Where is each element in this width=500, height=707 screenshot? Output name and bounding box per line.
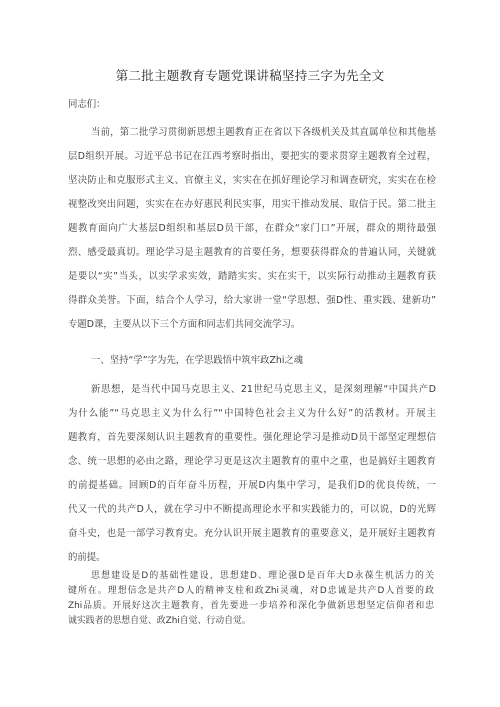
paragraph-2-line: 奋斗史，也是一部学习教育史。充分认识开展主题教育的重要意义，是开展好主题教育: [68, 528, 436, 539]
paragraph-3-line: 思想建设是D的基础性建设，思想建D、理论强D是百年大D永葆生机活力的关: [91, 571, 434, 581]
salutation: 同志们：: [68, 99, 106, 110]
paragraph-3-line: 诚实践者的思想自觉、政Zhi自觉、行动自觉。: [68, 616, 251, 626]
paragraph-2-line: 的前提基础。回顾D的百年奋斗历程，开展D内集中学习，是我们D的优良传统，一: [68, 480, 436, 491]
paragraph-2-line: 题教育，首先要深刻认识主题教育的重要性。强化理论学习是推动D员干部坚定理想信: [68, 432, 436, 443]
paragraph-2-line: 新思想，是当代中国马克思主义、21世纪马克思主义，是深刻理解“中国共产D: [91, 384, 436, 395]
paragraph-1-line: 烈、感受最真切。理论学习是主题教育的首要任务，想要获得群众的普遍认同，关键就: [68, 247, 436, 258]
paragraph-1-line: 得群众美誉。下面，结合个人学习，给大家讲一堂“学思想、强D性、重实践、建新功”: [68, 295, 436, 306]
paragraph-1-line: 专题D课，主要从以下三个方面和同志们共同交流学习。: [68, 319, 301, 330]
paragraph-2-line: 代又一代的共产D人，就在学习中不断提高理论水平和实践能力的，可以说，D的光辉: [68, 504, 436, 515]
document-title: 第二批主题教育专题党课讲稿坚持三字为先全文: [115, 68, 385, 83]
paragraph-1-line: 坚决防止和克服形式主义、官僚主义，实实在在抓好理论学习和调查研究，实实在在检: [68, 175, 436, 186]
paragraph-2-line: 为什么能”“马克思主义为什么行”“中国特色社会主义为什么好”的活教材。开展主: [68, 408, 436, 419]
section-heading: 一、坚持“学”字为先，在学思践悟中筑牢政Zhi之魂: [91, 355, 304, 366]
paragraph-1-line: 题教育面向广大基层D组织和基层D员干部，在群众“家门口”开展，群众的期待最强: [68, 223, 436, 234]
paragraph-3-line: Zhi品质。开展好这次主题教育，首先要进一步培养和深化争做新思想坚定信仰者和忠: [68, 601, 434, 611]
paragraph-1-line: 视整改突出问题，实实在在办好惠民利民实事，用实干推动发展、取信于民。第二批主: [68, 199, 436, 210]
paragraph-1-line: 是要以“实”当头，以实学求实效，踏踏实实、实在实干，以实际行动推动主题教育获: [68, 271, 436, 282]
paragraph-2-line: 的前提。: [68, 552, 106, 563]
paragraph-2-line: 念、统一思想的必由之路，理论学习更是这次主题教育的重中之重，也是搞好主题教育: [68, 456, 436, 467]
paragraph-1-line: 层D组织开展。习近平总书记在江西考察时指出，要把实的要求贯穿主题教育全过程，: [68, 151, 436, 162]
paragraph-1-line: 当前，第二批学习贯彻新思想主题教育正在省以下各级机关及其直属单位和其他基: [91, 127, 436, 138]
paragraph-3-line: 键所在。理想信念是共产D人的精神支柱和政Zhi灵魂，对D忠诚是共产D人首要的政: [68, 586, 434, 596]
